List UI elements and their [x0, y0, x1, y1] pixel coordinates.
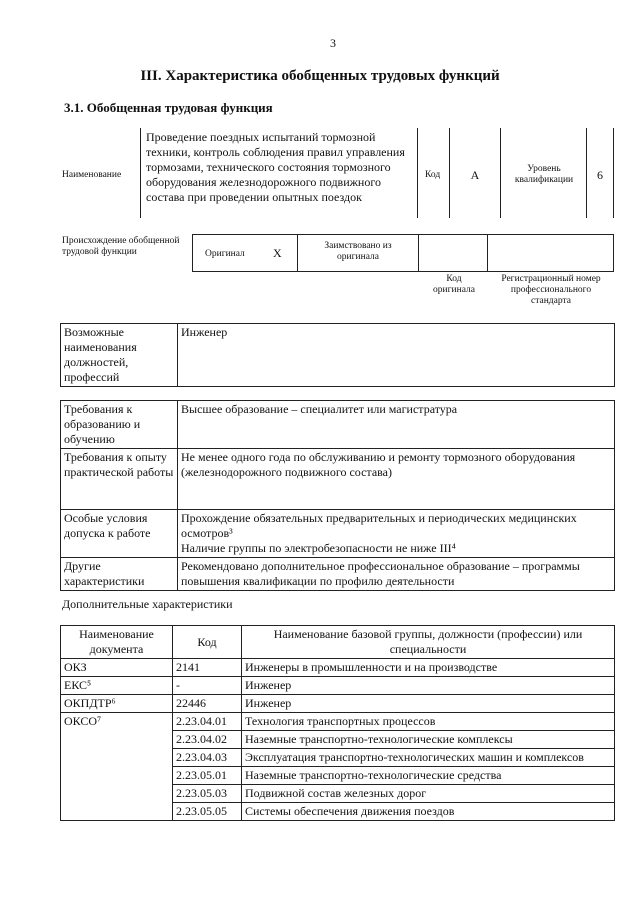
name-cell: Инженер — [242, 677, 615, 695]
doc-cell: ОКПДТР⁶ — [61, 695, 173, 713]
code-cell: 2.23.04.03 — [173, 749, 242, 767]
positions-table — [60, 323, 615, 387]
code-cell: 2.23.05.05 — [173, 803, 242, 821]
req-value: Не менее одного года по обслуживанию и ремонту тормозного оборудования (железнодорожного подвижного состава) — [178, 449, 615, 510]
req-value-2: Наличие группы по электробезопасности не ниже III⁴ — [181, 541, 456, 555]
requirements-table — [60, 400, 615, 591]
name-cell: Технология транспортных процессов — [242, 713, 615, 731]
gtf-level-value: 6 — [586, 128, 614, 218]
origin-divider — [297, 234, 298, 272]
req-label: Требования к опыту практической работы — [61, 449, 178, 510]
name-cell: Наземные транспортно-технологические средства — [242, 767, 615, 785]
table-row — [61, 695, 615, 713]
table-row — [61, 558, 615, 591]
name-cell: Инженер — [242, 695, 615, 713]
gtf-name-label: Наименование — [62, 170, 122, 180]
origin-divider-2 — [418, 234, 419, 272]
gtf-code-value: А — [449, 128, 501, 218]
page-number: 3 — [330, 36, 336, 50]
code-cell: - — [173, 677, 242, 695]
req-label: Требования к образованию и обучению — [61, 401, 178, 449]
code-cell: 2.23.05.01 — [173, 767, 242, 785]
name-cell: Эксплуатация транспортно-технологических машин и комплексов — [242, 749, 615, 767]
positions-value: Инженер — [178, 324, 615, 387]
req-label: Другие характеристики — [61, 558, 178, 591]
code-cell: 22446 — [173, 695, 242, 713]
req-value: Прохождение обязательных предварительных и периодических медицинских осмотров³ — [181, 511, 577, 540]
code-cell: 2.23.04.02 — [173, 731, 242, 749]
origin-reg-caption: Регистрационный номер профессионального стандарта — [501, 274, 601, 306]
req-value: Высшее образование – специалитет или магистратура — [178, 401, 615, 449]
additional-title: Дополнительные характеристики — [62, 597, 233, 611]
table-row — [61, 659, 615, 677]
table-header-row — [61, 626, 615, 659]
name-cell: Системы обеспечения движения поездов — [242, 803, 615, 821]
positions-label: Возможные наименования должностей, профессий — [61, 324, 178, 387]
col-header: Код — [173, 626, 242, 659]
origin-code-caption: Код оригинала — [433, 274, 475, 295]
code-cell: 2.23.05.03 — [173, 785, 242, 803]
name-cell: Наземные транспортно-технологические комплексы — [242, 731, 615, 749]
table-row — [61, 449, 615, 510]
name-cell: Подвижной состав железных дорог — [242, 785, 615, 803]
origin-original-mark: X — [273, 246, 282, 260]
table-row — [61, 324, 615, 387]
table-row — [61, 401, 615, 449]
req-label: Особые условия допуска к работе — [61, 510, 178, 558]
col-header: Наименование базовой группы, должности (профессии) или специальности — [242, 626, 615, 659]
gtf-level-label: Уровень квалификации — [514, 164, 574, 185]
table-row — [61, 677, 615, 695]
origin-divider-3 — [487, 234, 488, 272]
origin-original-label: Оригинал — [205, 249, 245, 259]
origin-borrowed-label: Заимствовано из оригинала — [324, 241, 392, 262]
gtf-code-label: Код — [425, 170, 441, 180]
col-header: Наименование документа — [61, 626, 173, 659]
table-row — [61, 510, 615, 558]
doc-cell: ОКСО⁷ — [61, 713, 173, 821]
section-title: III. Характеристика обобщенных трудовых функций — [140, 68, 500, 84]
code-cell: 2.23.04.01 — [173, 713, 242, 731]
doc-cell: ЕКС⁵ — [61, 677, 173, 695]
origin-label: Происхождение обобщенной трудовой функции — [62, 236, 180, 257]
additional-table — [60, 625, 615, 821]
table-row — [61, 713, 615, 731]
code-cell: 2141 — [173, 659, 242, 677]
req-value: Рекомендовано дополнительное профессиональное образование – программы повышения квалификации по профилю деятельности — [178, 558, 615, 591]
gtf-name-value: Проведение поездных испытаний тормозной техники, контроль соблюдения правил управления тормозами, технического состояния тормозного оборудования железнодорожного подвижного состава при проведении опытных поездок — [140, 128, 418, 218]
req-value-cell — [178, 510, 615, 558]
subsection-title: 3.1. Обобщенная трудовая функция — [64, 100, 273, 115]
name-cell: Инженеры в промышленности и на производстве — [242, 659, 615, 677]
doc-cell: ОКЗ — [61, 659, 173, 677]
